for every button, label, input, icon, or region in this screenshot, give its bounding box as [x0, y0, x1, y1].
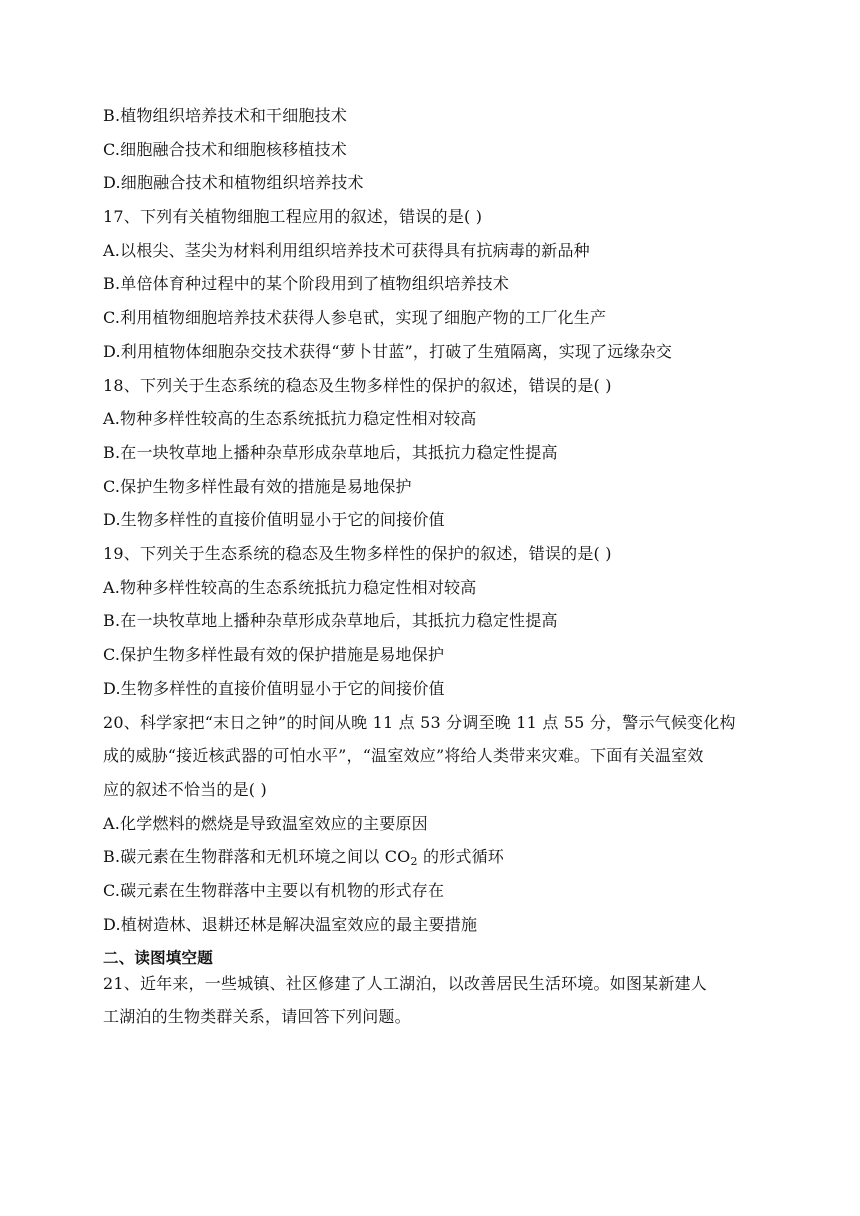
- q18-option-a: A.物种多样性较高的生态系统抵抗力稳定性相对较高: [103, 409, 477, 428]
- q18-stem: 18、下列关于生态系统的稳态及生物多样性的保护的叙述，错误的是( ): [103, 376, 612, 395]
- q20-stem-line-1: 20、科学家把“末日之钟”的时间从晚 11 点 53 分调至晚 11 点 55 分，警示气候变化构: [103, 713, 736, 732]
- q20-option-b: [103, 847, 763, 867]
- q17-option-c: C.利用植物细胞培养技术获得人参皂甙，实现了细胞产物的工厂化生产: [103, 308, 607, 327]
- q20-stem-line-3: 应的叙述不恰当的是( ): [103, 780, 267, 799]
- q16-option-c: C.细胞融合技术和细胞核移植技术: [103, 140, 347, 159]
- q20-option-a: A.化学燃料的燃烧是导致温室效应的主要原因: [103, 814, 428, 833]
- q20-option-c: C.碳元素在生物群落中主要以有机物的形式存在: [103, 881, 445, 900]
- q16-option-b: B.植物组织培养技术和干细胞技术: [103, 106, 348, 125]
- q19-stem: 19、下列关于生态系统的稳态及生物多样性的保护的叙述，错误的是( ): [103, 544, 612, 563]
- q21-stem-line-1: 21、近年来，一些城镇、社区修建了人工湖泊，以改善居民生活环境。如图某新建人: [103, 974, 707, 993]
- co2-subscript: 2: [410, 855, 418, 868]
- q19-option-a: A.物种多样性较高的生态系统抵抗力稳定性相对较高: [103, 578, 477, 597]
- q19-option-c: C.保护生物多样性最有效的保护措施是易地保护: [103, 645, 445, 664]
- q19-option-b: B.在一块牧草地上播种杂草形成杂草地后，其抵抗力稳定性提高: [103, 611, 558, 630]
- q17-option-a: A.以根尖、茎尖为材料利用组织培养技术可获得具有抗病毒的新品种: [103, 241, 590, 260]
- section-heading-fill-in: 二、读图填空题: [103, 949, 213, 967]
- q20-option-b-text-end: 的形式循环: [417, 847, 504, 866]
- q16-option-d: D.细胞融合技术和植物组织培养技术: [103, 173, 364, 192]
- q18-option-b: B.在一块牧草地上播种杂草形成杂草地后，其抵抗力稳定性提高: [103, 443, 558, 462]
- q18-option-d: D.生物多样性的直接价值明显小于它的间接价值: [103, 510, 445, 529]
- q17-stem: 17、下列有关植物细胞工程应用的叙述，错误的是( ): [103, 207, 483, 226]
- q21-stem-line-2: 工湖泊的生物类群关系，请回答下列问题。: [103, 1007, 411, 1026]
- q20-stem-line-2: 成的威胁“接近核武器的可怕水平”，“温室效应”将给人类带来灾难。下面有关温室效: [103, 746, 704, 765]
- q17-option-d: D.利用植物体细胞杂交技术获得“萝卜甘蓝”，打破了生殖隔离，实现了远缘杂交: [103, 342, 673, 361]
- q17-option-b: B.单倍体育种过程中的某个阶段用到了植物组织培养技术: [103, 274, 510, 293]
- q20-option-b-text: B.碳元素在生物群落和无机环境之间以 CO: [103, 847, 411, 866]
- q18-option-c: C.保护生物多样性最有效的措施是易地保护: [103, 477, 412, 496]
- q20-option-d: D.植树造林、退耕还林是解决温室效应的最主要措施: [103, 915, 478, 934]
- q19-option-d: D.生物多样性的直接价值明显小于它的间接价值: [103, 679, 445, 698]
